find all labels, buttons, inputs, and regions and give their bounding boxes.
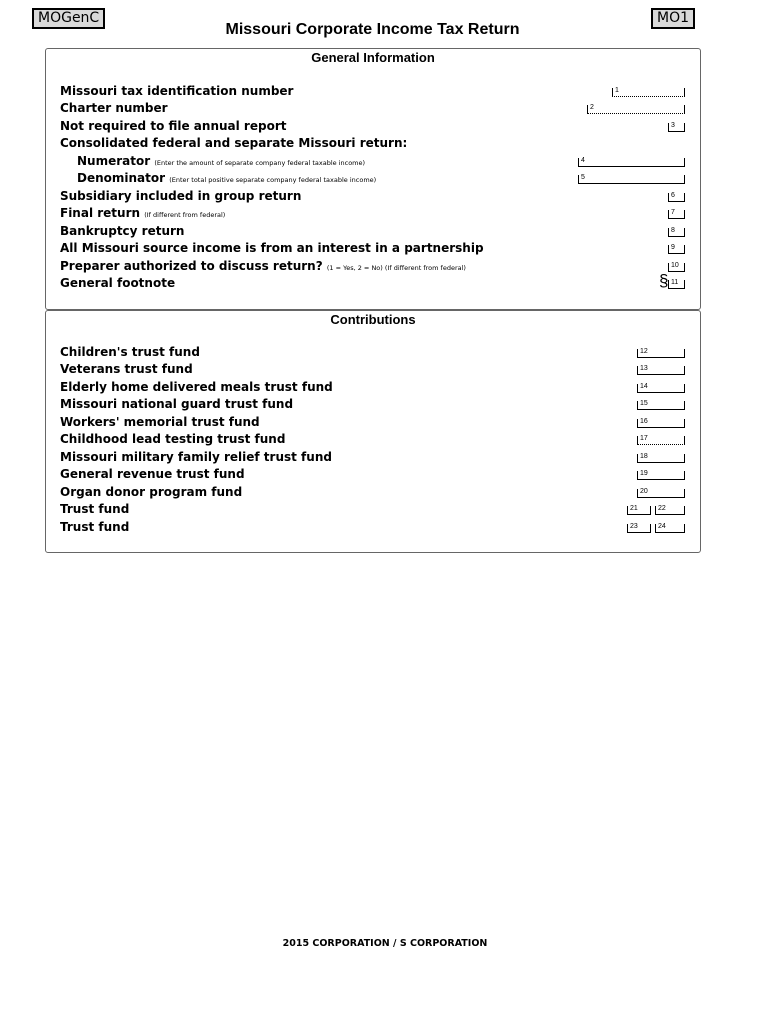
field-label: Trust fund (60, 520, 130, 534)
input-field-17[interactable] (637, 436, 685, 445)
field-label: Consolidated federal and separate Missouri return: (60, 136, 408, 150)
general-information-section (45, 48, 701, 310)
contribution-row (60, 415, 260, 429)
input-field-21[interactable] (627, 506, 651, 515)
input-field-4[interactable] (578, 158, 685, 167)
field-number: 2 (590, 104, 594, 111)
field-number: 8 (671, 227, 675, 234)
form-footer: 2015 CORPORATION / S CORPORATION (282, 938, 488, 949)
field-number: 17 (640, 435, 648, 442)
input-field-6[interactable] (668, 193, 685, 202)
field-label: Trust fund (60, 502, 130, 516)
field-label: Numerator (77, 154, 151, 168)
footnote-icon[interactable]: § (659, 271, 669, 290)
field-number: 13 (640, 365, 648, 372)
form-code-left: MOGenC (32, 8, 105, 29)
input-field-7[interactable] (668, 210, 685, 219)
input-field-18[interactable] (637, 454, 685, 463)
field-label: Bankruptcy return (60, 224, 185, 238)
input-field-13[interactable] (637, 366, 685, 375)
contribution-row (60, 380, 333, 394)
contribution-row (60, 485, 242, 499)
contribution-row (60, 520, 129, 534)
field-label: Preparer authorized to discuss return? (60, 259, 323, 273)
field-number: 9 (671, 244, 675, 251)
field-number: 4 (581, 157, 585, 164)
field-number: 20 (640, 488, 648, 495)
input-field-23[interactable] (627, 524, 651, 533)
field-number: 14 (640, 383, 648, 390)
field-label: General revenue trust fund (60, 467, 245, 481)
field-number: 18 (640, 453, 648, 460)
field-label: Not required to file annual report (60, 119, 287, 133)
field-number: 19 (640, 470, 648, 477)
general-row (60, 136, 407, 150)
field-label: General footnote (60, 276, 176, 290)
field-label: Final return (60, 206, 141, 220)
contribution-row (60, 432, 285, 446)
input-field-8[interactable] (668, 228, 685, 237)
field-label: Missouri tax identification number (60, 84, 294, 98)
contribution-row (60, 502, 129, 516)
field-number: 11 (671, 279, 679, 286)
input-field-1[interactable] (612, 88, 685, 97)
general-row (60, 189, 301, 203)
general-row (77, 171, 376, 185)
field-number: 6 (671, 192, 675, 199)
field-instruction: (Enter the amount of separate company federal taxable income) (154, 159, 366, 167)
input-field-12[interactable] (637, 349, 685, 358)
general-row (60, 241, 484, 255)
field-number: 22 (658, 505, 666, 512)
input-field-3[interactable] (668, 123, 685, 132)
input-field-9[interactable] (668, 245, 685, 254)
input-field-2[interactable] (587, 105, 685, 114)
section-title-contributions: Contributions (330, 312, 416, 327)
input-field-20[interactable] (637, 489, 685, 498)
contributions-section (45, 310, 701, 553)
general-row (77, 154, 365, 168)
field-number: 7 (671, 209, 675, 216)
field-label: Organ donor program fund (60, 485, 243, 499)
field-number: 10 (671, 262, 679, 269)
field-instruction: (Enter total positive separate company federal taxable income) (169, 176, 377, 184)
contribution-row (60, 450, 332, 464)
general-row (60, 119, 286, 133)
section-title-general: General Information (311, 50, 435, 65)
page-title: Missouri Corporate Income Tax Return (225, 21, 520, 38)
general-row (60, 276, 175, 290)
field-label: Charter number (60, 101, 168, 115)
contribution-row (60, 345, 200, 359)
general-row (60, 101, 168, 115)
field-label: Denominator (77, 171, 166, 185)
field-label: Children's trust fund (60, 345, 200, 359)
field-label: Missouri military family relief trust fund (60, 450, 332, 464)
contribution-row (60, 467, 245, 481)
field-number: 12 (640, 348, 648, 355)
input-field-10[interactable] (668, 263, 685, 272)
input-field-14[interactable] (637, 384, 685, 393)
general-row (60, 224, 184, 238)
input-field-19[interactable] (637, 471, 685, 480)
field-number: 5 (581, 174, 585, 181)
field-label: Workers' memorial trust fund (60, 415, 260, 429)
field-label: Subsidiary included in group return (60, 189, 302, 203)
field-number: 1 (615, 87, 619, 94)
input-field-5[interactable] (578, 175, 685, 184)
field-number: 21 (630, 505, 638, 512)
field-label: Elderly home delivered meals trust fund (60, 380, 333, 394)
general-row (60, 259, 466, 273)
field-number: 15 (640, 400, 648, 407)
field-number: 24 (658, 523, 666, 530)
field-label: Missouri national guard trust fund (60, 397, 294, 411)
contribution-row (60, 397, 293, 411)
contribution-row (60, 362, 193, 376)
input-field-15[interactable] (637, 401, 685, 410)
field-instruction: (1 = Yes, 2 = No) (If different from federal) (326, 264, 466, 272)
general-row (60, 84, 293, 98)
input-field-22[interactable] (655, 506, 685, 515)
form-code-right: MO1 (651, 8, 695, 29)
field-label: Childhood lead testing trust fund (60, 432, 286, 446)
input-field-24[interactable] (655, 524, 685, 533)
field-number: 3 (671, 122, 675, 129)
field-label: Veterans trust fund (60, 362, 193, 376)
input-field-11[interactable] (668, 280, 685, 289)
input-field-16[interactable] (637, 419, 685, 428)
field-number: 16 (640, 418, 648, 425)
general-row (60, 206, 225, 220)
field-label: All Missouri source income is from an interest in a partnership (60, 241, 484, 255)
field-number: 23 (630, 523, 638, 530)
field-instruction: (If different from federal) (144, 211, 226, 219)
